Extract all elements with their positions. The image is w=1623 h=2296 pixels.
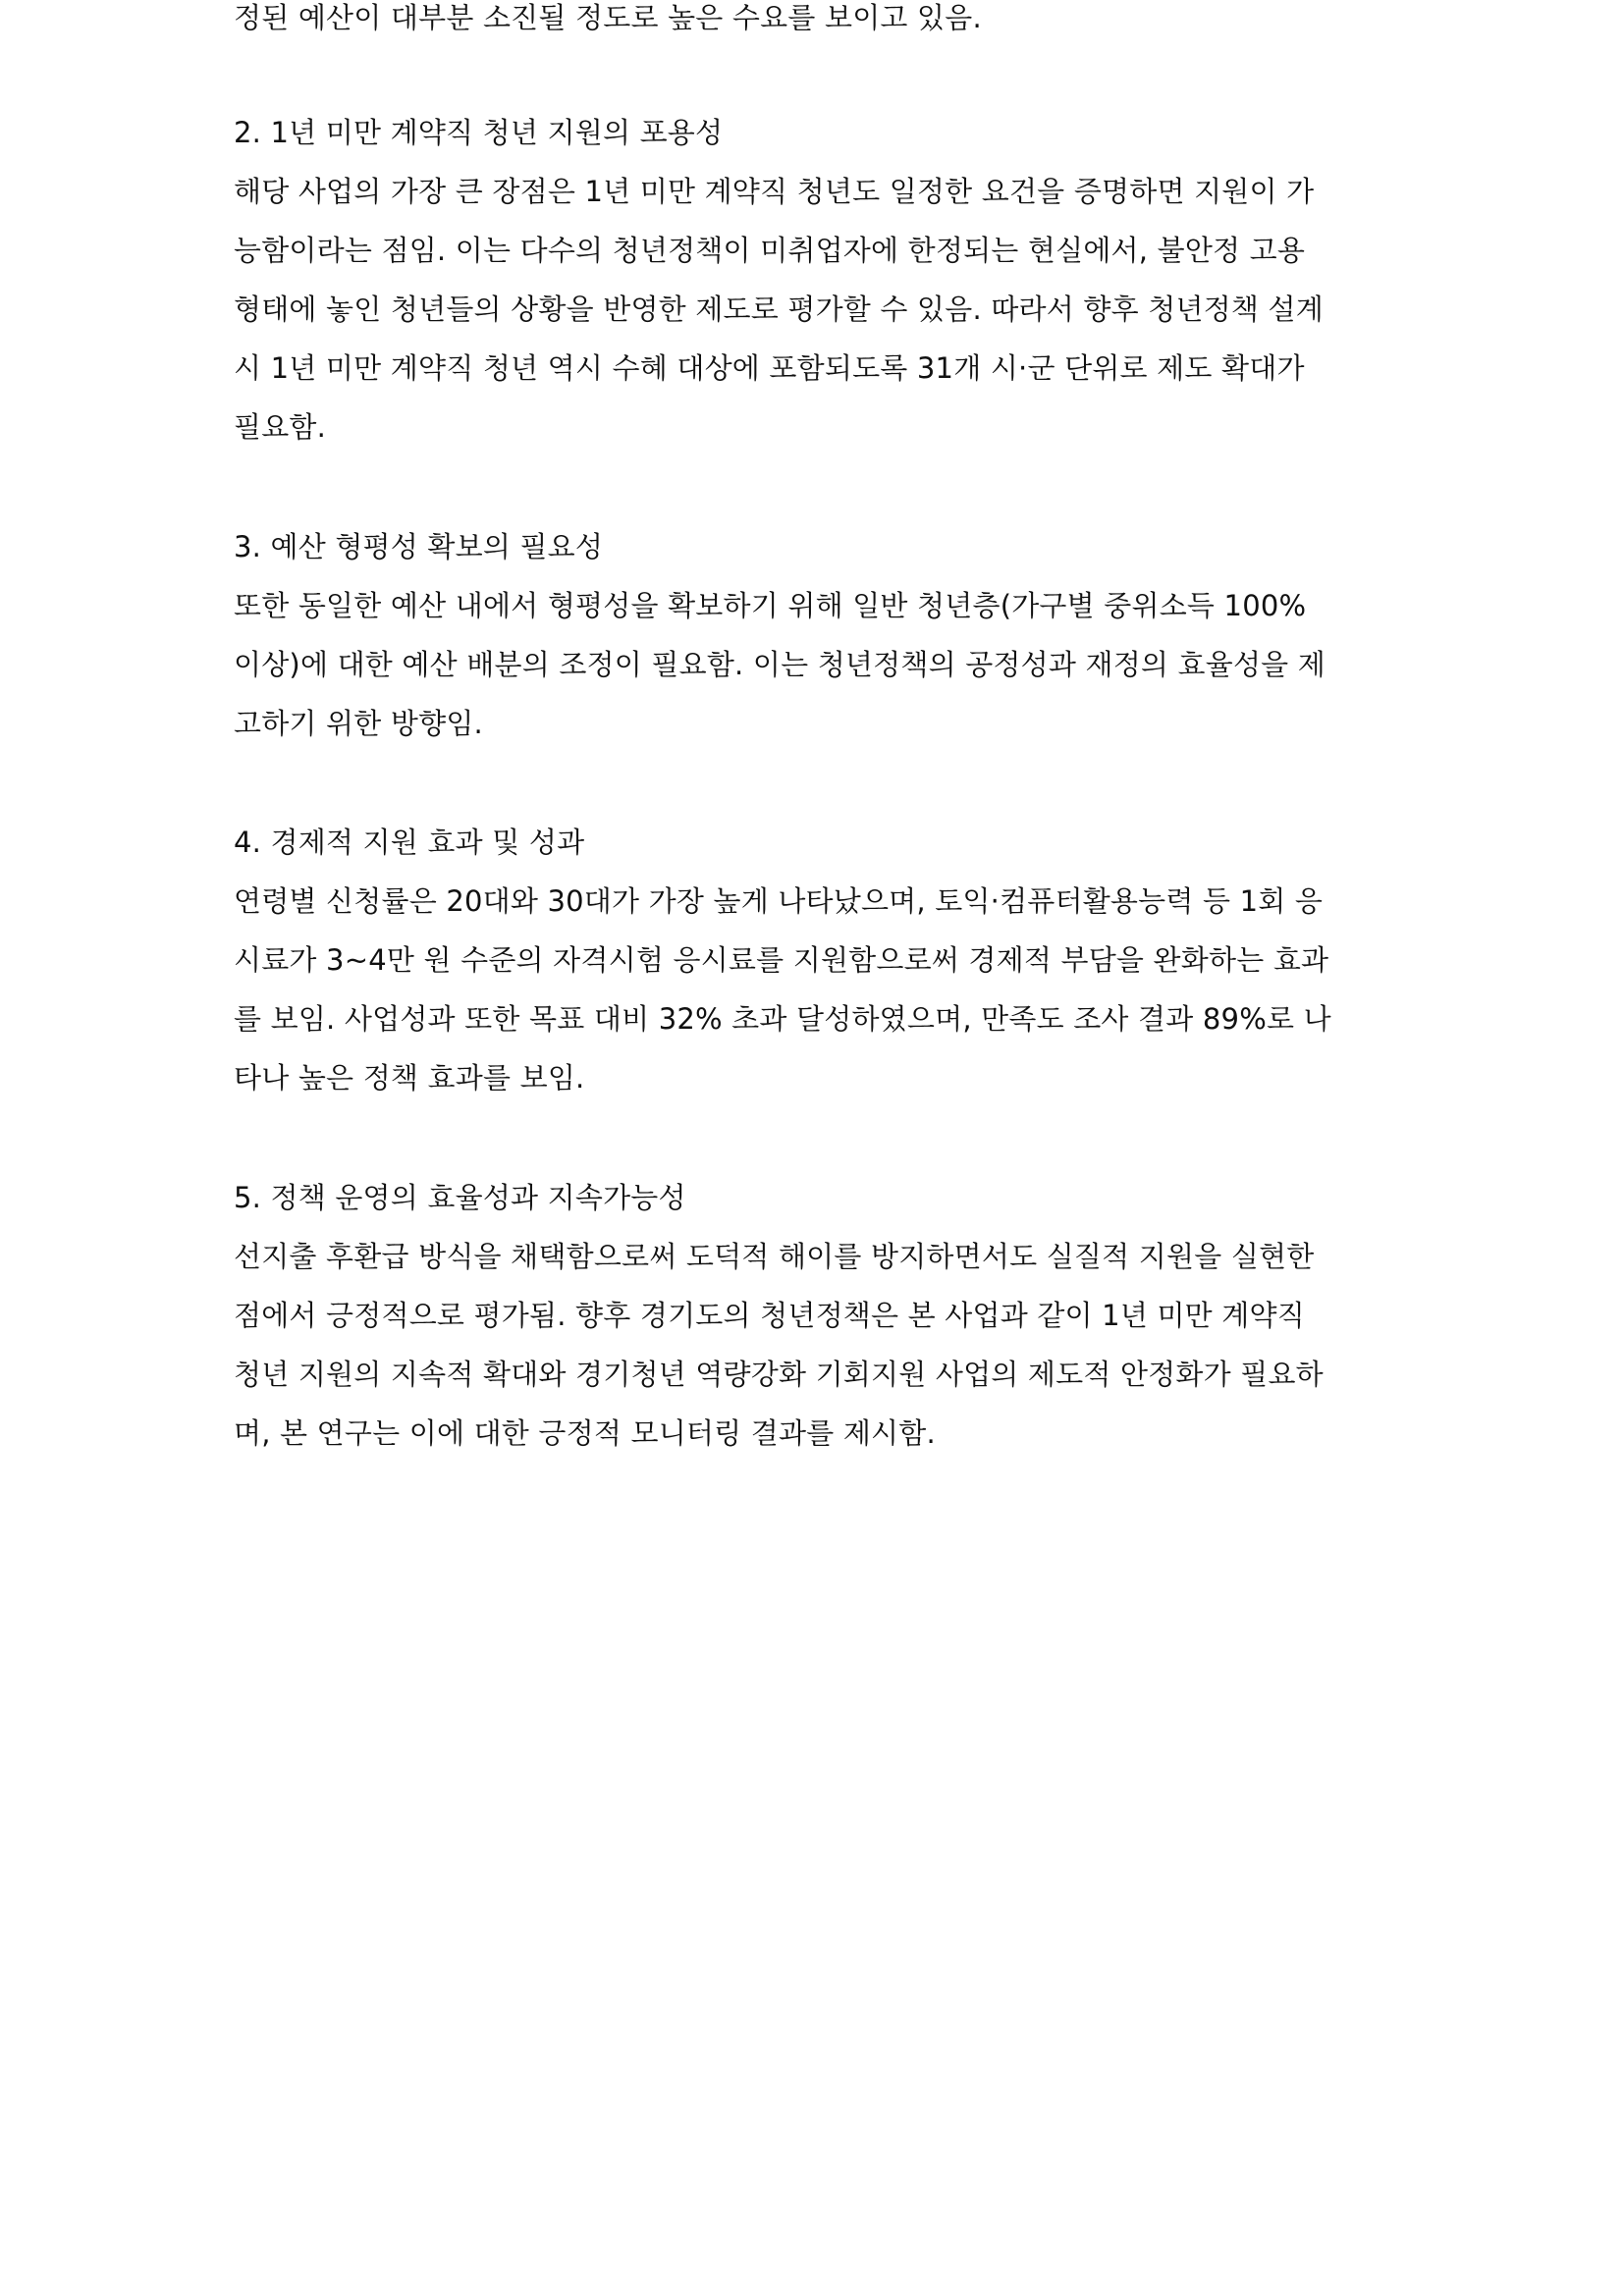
paragraph-line: 고하기 위한 방향임.	[234, 707, 483, 740]
paragraph-line: 이상)에 대한 예산 배분의 조정이 필요함. 이는 청년정책의 공정성과 재정의 효율성을 제	[234, 648, 1326, 681]
paragraph-line: 해당 사업의 가장 큰 장점은 1년 미만 계약직 청년도 일정한 요건을 증명하면 지원이 가	[234, 175, 1315, 208]
paragraph-line: 며, 본 연구는 이에 대한 긍정적 모니터링 결과를 제시함.	[234, 1416, 936, 1450]
paragraph-line: 시 1년 미만 계약직 청년 역시 수혜 대상에 포함되도록 31개 시·군 단위로 제도 확대가	[234, 351, 1305, 385]
paragraph-line: 연령별 신청률은 20대와 30대가 가장 높게 나타났으며, 토익·컴퓨터활용능력 등 1회 응	[234, 884, 1324, 918]
paragraph-line: 선지출 후환급 방식을 채택함으로써 도덕적 해이를 방지하면서도 실질적 지원을 실현한	[234, 1240, 1315, 1273]
paragraph-line: 또한 동일한 예산 내에서 형평성을 확보하기 위해 일반 청년층(가구별 중위소득 100%	[234, 589, 1307, 622]
section-2	[234, 103, 1402, 456]
section-heading: 2. 1년 미만 계약직 청년 지원의 포용성	[234, 116, 724, 149]
section-4	[234, 813, 1402, 1107]
section-heading: 3. 예산 형평성 확보의 필요성	[234, 530, 604, 563]
section-3	[234, 517, 1402, 753]
paragraph-line: 청년 지원의 지속적 확대와 경기청년 역량강화 기회지원 사업의 제도적 안정화가 필요하	[234, 1358, 1324, 1391]
section-5	[234, 1168, 1402, 1463]
paragraph-line: 필요함.	[234, 410, 327, 444]
paragraph-line: 정된 예산이 대부분 소진될 정도로 높은 수요를 보이고 있음.	[234, 1, 982, 34]
section-heading: 5. 정책 운영의 효율성과 지속가능성	[234, 1181, 686, 1214]
paragraph-line: 시료가 3~4만 원 수준의 자격시험 응시료를 지원함으로써 경제적 부담을 완화하는 효과	[234, 943, 1329, 977]
paragraph-line: 타나 높은 정책 효과를 보임.	[234, 1061, 585, 1095]
paragraph-line: 를 보임. 사업성과 또한 목표 대비 32% 초과 달성하였으며, 만족도 조사 결과 89%로 나	[234, 1002, 1331, 1036]
continued-paragraph	[234, 0, 1402, 47]
section-heading: 4. 경제적 지원 효과 및 성과	[234, 826, 585, 859]
paragraph-line: 점에서 긍정적으로 평가됨. 향후 경기도의 청년정책은 본 사업과 같이 1년 미만 계약직	[234, 1299, 1305, 1332]
paragraph-line: 형태에 놓인 청년들의 상황을 반영한 제도로 평가할 수 있음. 따라서 향후 청년정책 설계	[234, 293, 1324, 326]
paragraph-line: 능함이라는 점임. 이는 다수의 청년정책이 미취업자에 한정되는 현실에서, 불안정 고용	[234, 234, 1306, 267]
